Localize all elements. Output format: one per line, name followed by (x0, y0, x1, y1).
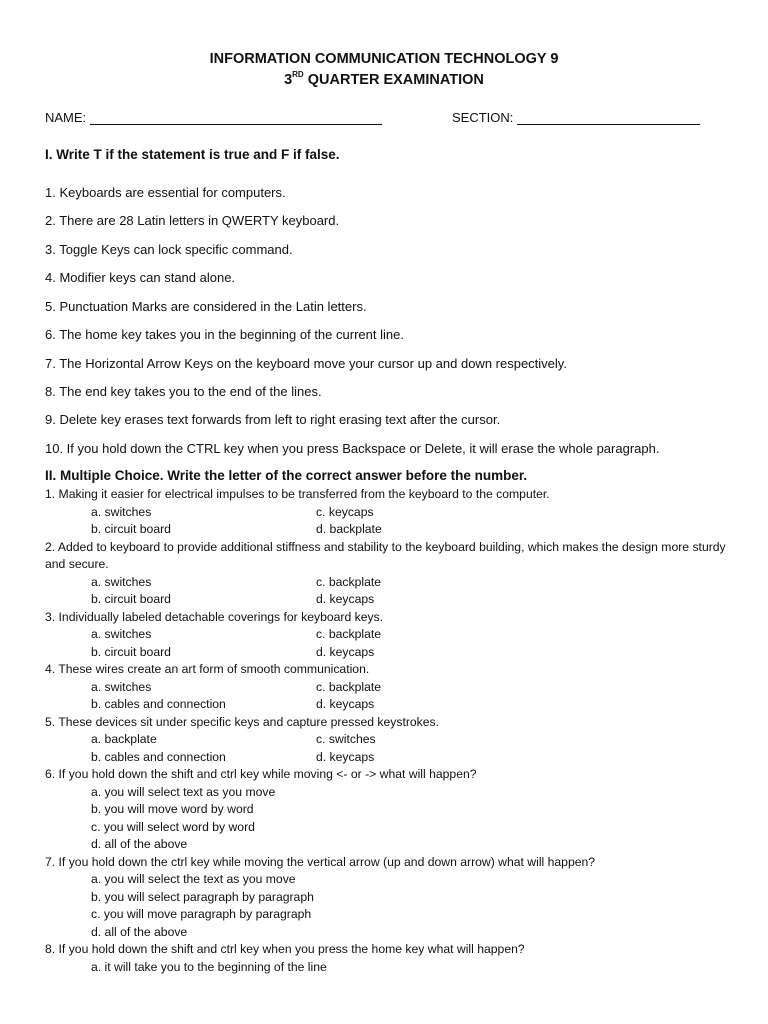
option: c. you will move paragraph by paragraph (91, 907, 312, 921)
option: d. keycaps (316, 644, 375, 659)
mc-question-2 (45, 539, 730, 609)
section-label: SECTION: (452, 110, 514, 125)
name-field (45, 110, 382, 125)
option: d. keycaps (316, 592, 375, 606)
option-list (45, 871, 730, 941)
option: d. backplate (316, 522, 382, 536)
part1-heading: I. Write T if the statement is true and F if false. (45, 147, 340, 162)
option: d. keycaps (316, 697, 375, 711)
subtitle-rest: QUARTER EXAMINATION (303, 72, 484, 88)
option: a. backplate (91, 732, 157, 746)
option-list (45, 784, 730, 854)
option: c. backplate (316, 627, 382, 641)
option: b. circuit board (91, 644, 171, 659)
option-grid (45, 679, 730, 714)
mc-question-6 (45, 766, 730, 854)
mc-question-7 (45, 854, 730, 942)
mc-question-3 (45, 609, 730, 662)
tf-item: 4. Modifier keys can stand alone. (45, 270, 236, 285)
question-text: 5. These devices sit under specific keys and capture pressed keystrokes. (45, 714, 440, 729)
option: b. cables and connection (91, 749, 226, 764)
question-text: 1. Making it easier for electrical impulses to be transferred from the keyboard to the computer. (45, 487, 550, 501)
tf-item: 6. The home key takes you in the beginning of the current line. (45, 327, 404, 342)
option: a. switches (91, 679, 152, 694)
option: a. switches (91, 574, 152, 589)
mc-question-4 (45, 661, 730, 714)
quarter-ordinal: RD (292, 70, 304, 79)
question-text: 3. Individually labeled detachable coverings for keyboard keys. (45, 609, 384, 624)
quarter-number: 3 (284, 72, 293, 88)
part2-heading: II. Multiple Choice. Write the letter of the correct answer before the number. (45, 468, 528, 483)
tf-item: 9. Delete key erases text forwards from left to right erasing text after the cursor. (45, 412, 501, 427)
option: a. you will select the text as you move (91, 872, 296, 886)
option: d. all of the above (91, 837, 188, 851)
option: c. backplate (316, 574, 382, 589)
option: c. backplate (316, 679, 382, 694)
name-label: NAME: (45, 110, 87, 125)
tf-item: 3. Toggle Keys can lock specific command. (45, 242, 293, 257)
option: b. you will move word by word (91, 802, 254, 816)
option-grid (45, 626, 730, 661)
tf-item: 8. The end key takes you to the end of the lines. (45, 384, 322, 399)
option: a. switches (91, 627, 152, 641)
question-text: 8. If you hold down the shift and ctrl key when you press the home key what will happen? (45, 942, 525, 956)
tf-item: 10. If you hold down the CTRL key when you press Backspace or Delete, it will erase the whole paragraph. (45, 441, 660, 456)
option: a. switches (91, 504, 152, 519)
option: c. keycaps (316, 504, 374, 519)
option-grid (45, 731, 730, 766)
question-text: 6. If you hold down the shift and ctrl key while moving <- or -> what will happen? (45, 767, 477, 781)
mc-question-8 (45, 941, 730, 976)
option: b. circuit board (91, 592, 171, 606)
option: b. cables and connection (91, 697, 226, 711)
name-blank[interactable] (90, 112, 382, 125)
option-grid (45, 504, 730, 539)
option-list (45, 959, 730, 977)
multiple-choice-list (45, 486, 730, 976)
tf-item: 7. The Horizontal Arrow Keys on the keyboard move your cursor up and down respectively. (45, 356, 567, 371)
option: c. you will select word by word (91, 819, 255, 834)
mc-question-5 (45, 714, 730, 767)
question-text: 2. Added to keyboard to provide additional stiffness and stability to the keyboard building, which makes the design more sturdy and secure. (45, 539, 726, 571)
question-text: 4. These wires create an art form of smooth communication. (45, 662, 370, 676)
option: b. you will select paragraph by paragraph (91, 889, 314, 904)
option: b. circuit board (91, 522, 171, 536)
question-text: 7. If you hold down the ctrl key while moving the vertical arrow (up and down arrow) what will happen? (45, 854, 596, 869)
option: a. you will select text as you move (91, 784, 276, 799)
option: d. keycaps (316, 749, 375, 764)
option: d. all of the above (91, 924, 188, 939)
section-blank[interactable] (517, 112, 700, 125)
tf-item: 1. Keyboards are essential for computers. (45, 185, 286, 200)
option: a. it will take you to the beginning of the line (91, 959, 327, 974)
mc-question-1 (45, 486, 730, 539)
tf-item: 5. Punctuation Marks are considered in the Latin letters. (45, 299, 367, 314)
option-grid (45, 574, 730, 609)
section-field (452, 110, 700, 125)
option: c. switches (316, 732, 376, 746)
exam-subtitle (0, 72, 768, 88)
exam-title: INFORMATION COMMUNICATION TECHNOLOGY 9 (209, 51, 559, 67)
tf-item: 2. There are 28 Latin letters in QWERTY keyboard. (45, 213, 340, 228)
